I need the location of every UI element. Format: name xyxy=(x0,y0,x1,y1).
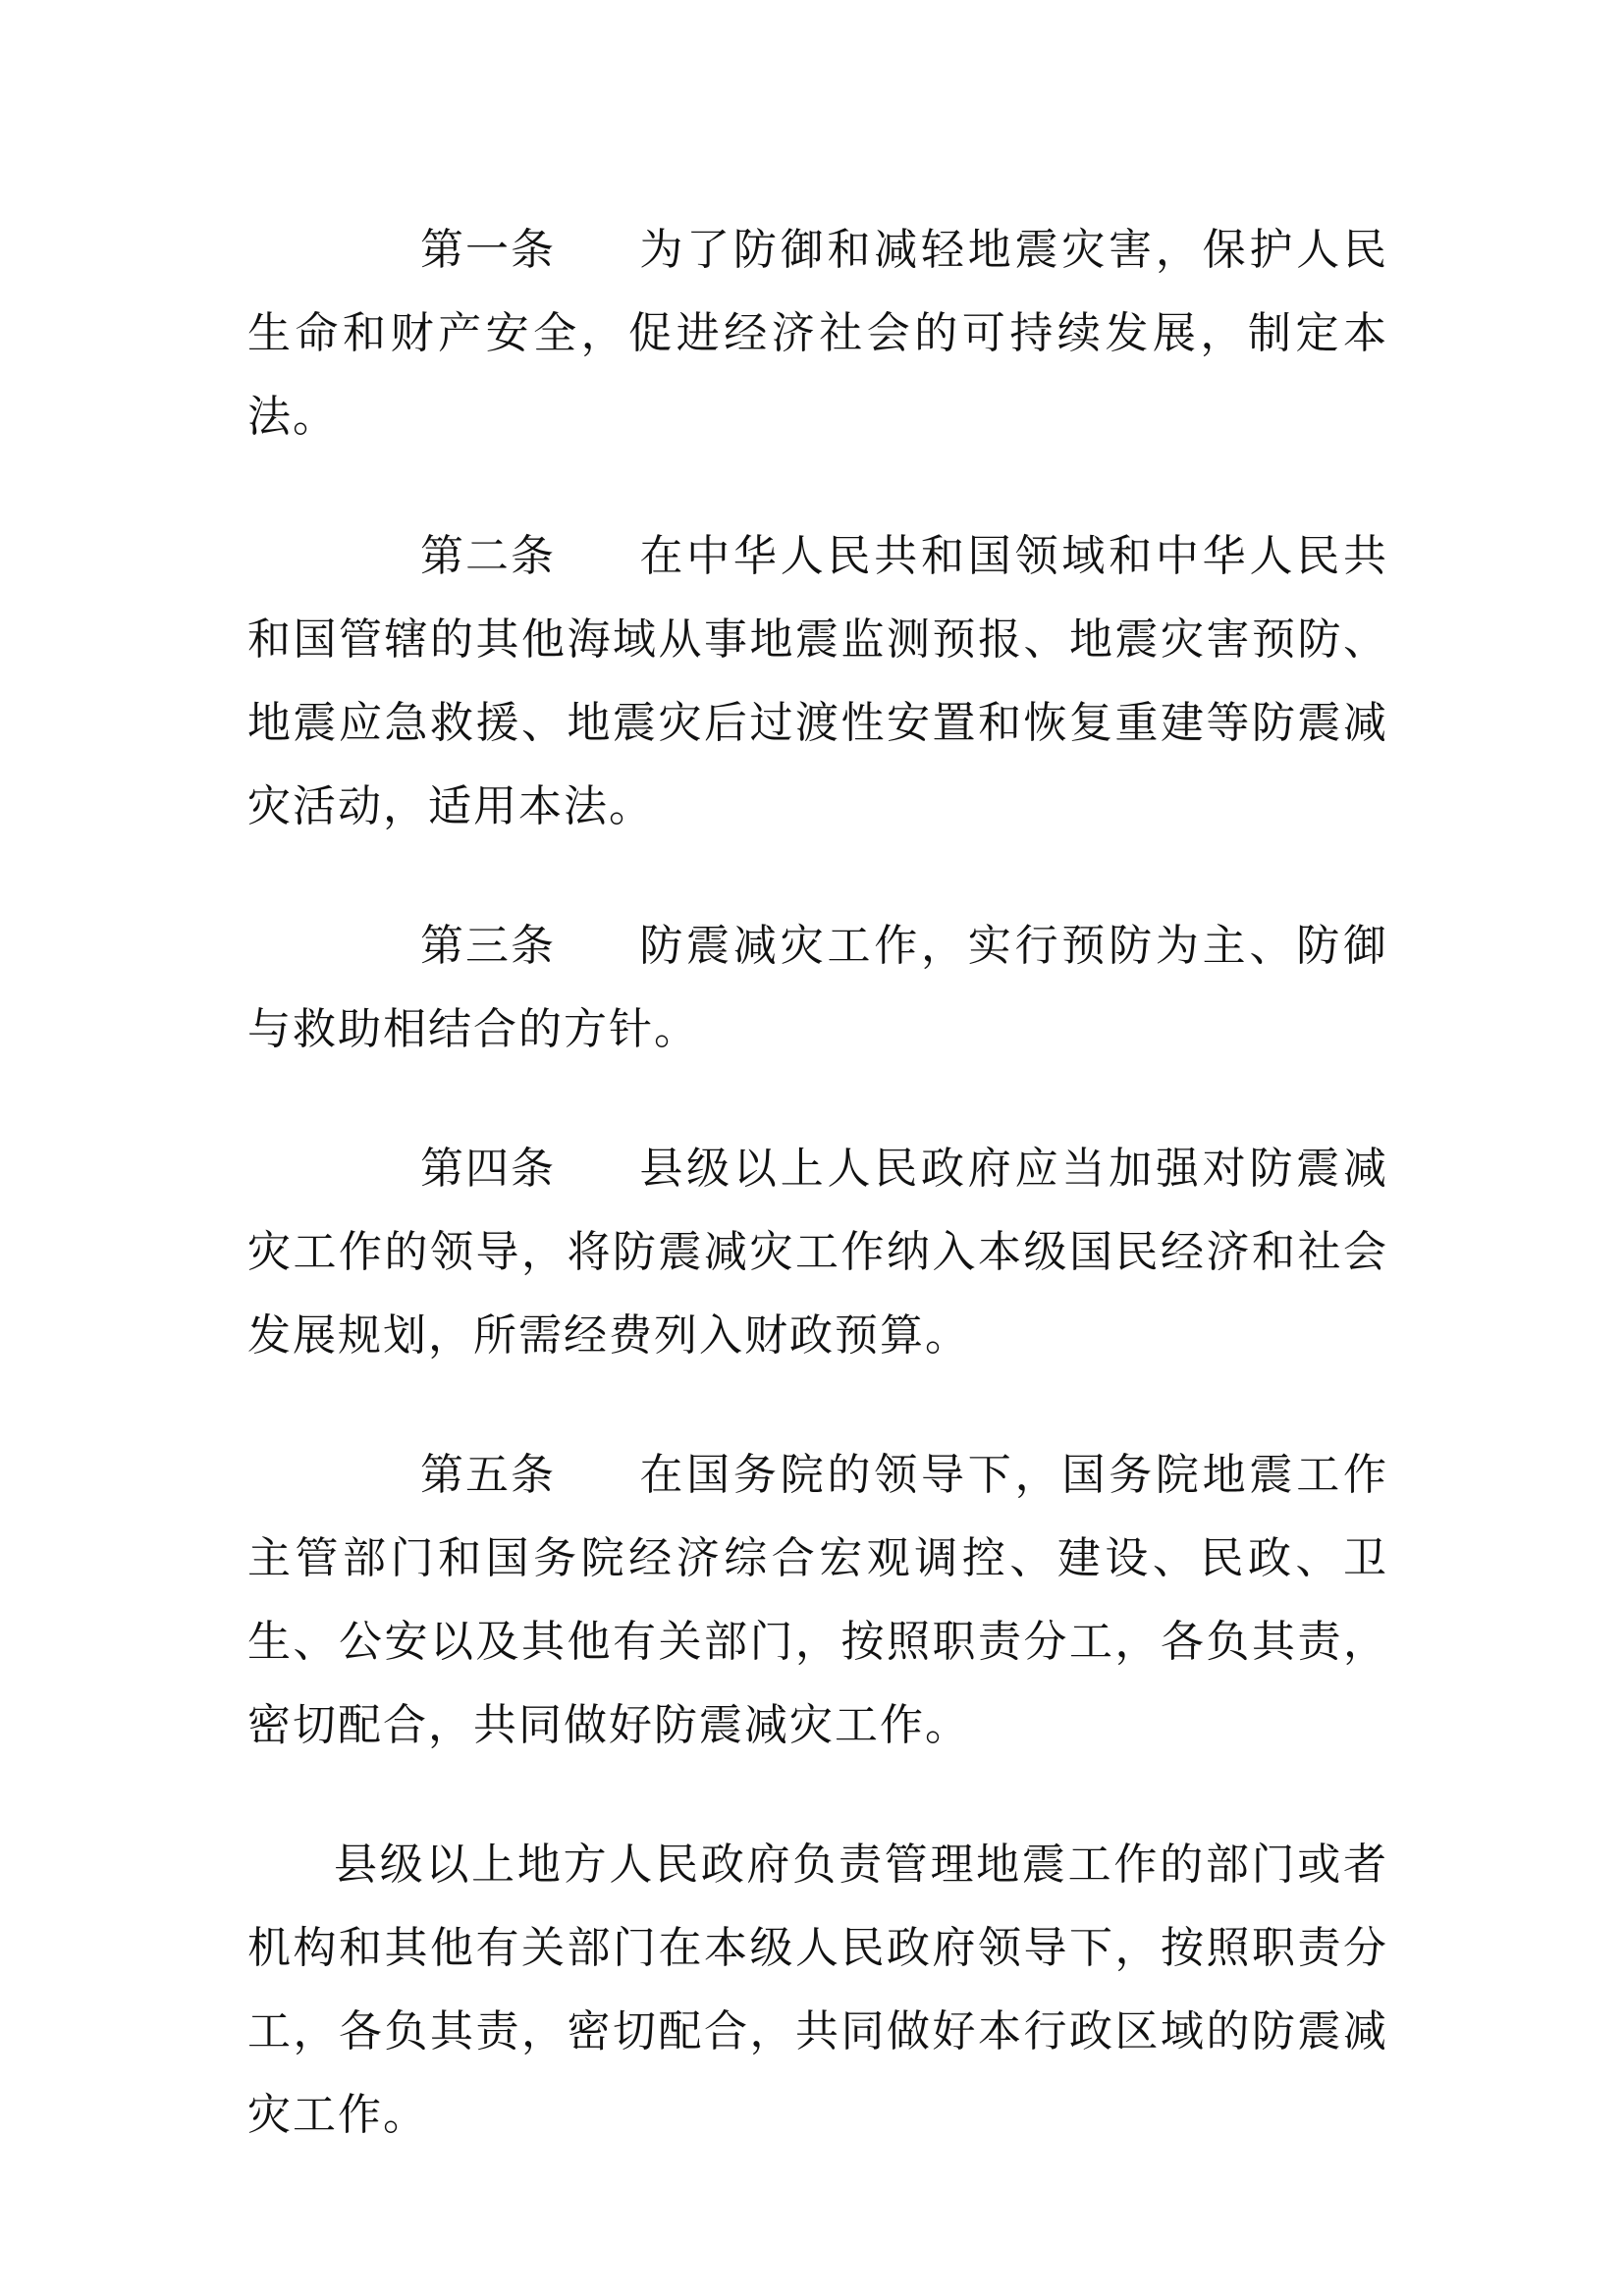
article-5-paragraph xyxy=(247,1433,1388,1767)
document-body xyxy=(247,208,1388,2213)
article-text: 在国务院的领导下，国务院地震工作主管部门和国务院经济综合宏观调控、建设、民政、卫生、公安以及其他有关部门，按照职责分工，各负其责，密切配合，共同做好防震减灾工作。 xyxy=(247,1450,1388,1750)
article-text: 县级以上人民政府应当加强对防震减灾工作的领导，将防震减灾工作纳入本级国民经济和社会发展规划，所需经费列入财政预算。 xyxy=(247,1144,1388,1361)
article-text: 防震减灾工作，实行预防为主、防御与救助相结合的方针。 xyxy=(247,921,1388,1054)
article-number: 第五条 xyxy=(420,1450,556,1500)
article-number: 第一条 xyxy=(420,225,556,275)
article-4-paragraph xyxy=(247,1127,1388,1377)
article-number: 第四条 xyxy=(420,1144,556,1194)
article-1-paragraph xyxy=(247,208,1388,458)
article-5-paragraph-2 xyxy=(247,1823,1388,2157)
article-text: 县级以上地方人民政府负责管理地震工作的部门或者机构和其他有关部门在本级人民政府领导下，按照职责分工，各负其责，密切配合，共同做好本行政区域的防震减灾工作。 xyxy=(247,1840,1388,2140)
article-text: 为了防御和减轻地震灾害，保护人民生命和财产安全，促进经济社会的可持续发展，制定本法。 xyxy=(247,225,1388,442)
article-3-paragraph xyxy=(247,904,1388,1071)
article-2-paragraph xyxy=(247,514,1388,848)
article-number: 第三条 xyxy=(420,921,556,971)
article-text: 在中华人民共和国领域和中华人民共和国管辖的其他海域从事地震监测预报、地震灾害预防、地震应急救援、地震灾后过渡性安置和恢复重建等防震减灾活动，适用本法。 xyxy=(247,531,1388,831)
article-number: 第二条 xyxy=(420,531,556,581)
